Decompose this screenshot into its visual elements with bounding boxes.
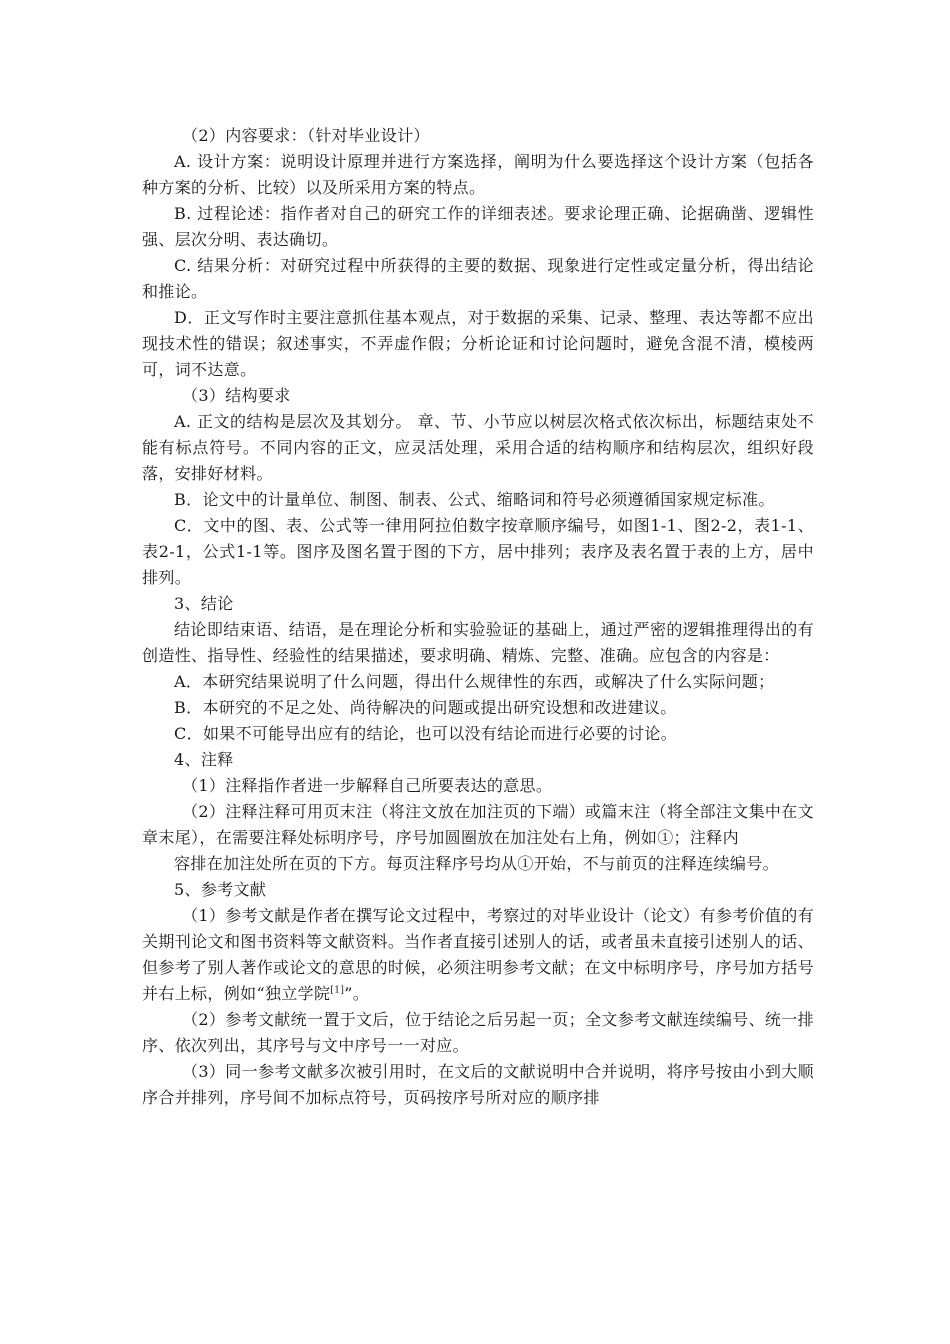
paragraph-conclusion-a: A．本研究结果说明了什么问题，得出什么规律性的东西，或解决了什么实际问题；	[174, 672, 775, 691]
paragraph-references-1-text: （1）参考文献是作者在撰写论文过程中，考察过的对毕业设计（论文）有参考价值的有关期刊论文和图书资料等文献资料。当作者直接引述别人的话，或者虽未直接引述别人的话、但参考了别人著作或论文的意思的时候，必须注明参考文献；在文中标明序号，序号加方括号并右上标，例如“独立学院	[142, 906, 814, 1003]
paragraph-references-1-tail: ”。	[344, 984, 370, 1003]
paragraph-references-3: （3）同一参考文献多次被引用时，在文后的文献说明中合并说明，将序号按由小到大顺序合并排列，序号间不加标点符号，页码按序号所对应的顺序排	[142, 1062, 814, 1107]
citation-marker: [1]	[330, 985, 345, 996]
structure-requirements-heading: （3）结构要求	[182, 386, 291, 405]
paragraph-conclusion-c: C．如果不可能导出应有的结论，也可以没有结论而进行必要的讨论。	[174, 724, 678, 743]
document-page	[142, 123, 814, 1111]
paragraph-result-analysis: C. 结果分析：对研究过程中所获得的主要的数据、现象进行定性或定量分析，得出结论和推论。	[142, 256, 814, 301]
paragraph-references-1	[142, 903, 814, 1007]
paragraph-references-2: （2）参考文献统一置于文后，位于结论之后另起一页；全文参考文献连续编号、统一排序、依次列出，其序号与文中序号一一对应。	[142, 1010, 814, 1055]
content-requirements-heading: （2）内容要求：（针对毕业设计）	[182, 126, 430, 145]
paragraph-structure-levels: A. 正文的结构是层次及其划分。 章、节、小节应以树层次格式依次标出，标题结束处不能有标点符号。不同内容的正文，应灵活处理，采用合适的结构顺序和结构层次，组织好段落，安排好材料。	[142, 412, 814, 483]
paragraph-notes-2: （2）注释注释可用页末注（将注文放在加注页的下端）或篇末注（将全部注文集中在文章末尾），在需要注释处标明序号，序号加圆圈放在加注处右上角，例如①；注释内	[142, 802, 814, 847]
paragraph-writing-notes: D．正文写作时主要注意抓住基本观点，对于数据的采集、记录、整理、表达等都不应出现技术性的错误；叙述事实，不弄虚作假；分析论证和讨论问题时，避免含混不清，模棱两可，词不达意。	[142, 308, 814, 379]
section-conclusion-heading: 3、结论	[174, 594, 234, 613]
paragraph-figure-numbering: C．文中的图、表、公式等一律用阿拉伯数字按章顺序编号，如图1-1、图2-2，表1-1、表2-1，公式1-1等。图序及图名置于图的下方，居中排列；表序及表名置于表的上方，居中排列。	[142, 516, 814, 587]
paragraph-notes-continued: 容排在加注处所在页的下方。每页注释序号均从①开始，不与前页的注释连续编号。	[174, 854, 779, 873]
paragraph-conclusion-b: B．本研究的不足之处、尚待解决的问题或提出研究设想和改进建议。	[174, 698, 677, 717]
section-references-heading: 5、参考文献	[174, 880, 267, 899]
paragraph-notes-1: （1）注释指作者进一步解释自己所要表达的意思。	[182, 776, 553, 795]
section-notes-heading: 4、注释	[174, 750, 234, 769]
paragraph-conclusion-definition: 结论即结束语、结语，是在理论分析和实验验证的基础上，通过严密的逻辑推理得出的有创造性、指导性、经验性的结果描述，要求明确、精炼、完整、准确。应包含的内容是：	[142, 620, 814, 665]
paragraph-design-scheme: A. 设计方案：说明设计原理并进行方案选择，阐明为什么要选择这个设计方案（包括各种方案的分析、比较）以及所采用方案的特点。	[142, 152, 814, 197]
paragraph-process-description: B. 过程论述：指作者对自己的研究工作的详细表述。要求论理正确、论据确凿、逻辑性强、层次分明、表达确切。	[142, 204, 814, 249]
paragraph-units-standards: B．论文中的计量单位、制图、制表、公式、缩略词和符号必须遵循国家规定标准。	[174, 490, 775, 509]
